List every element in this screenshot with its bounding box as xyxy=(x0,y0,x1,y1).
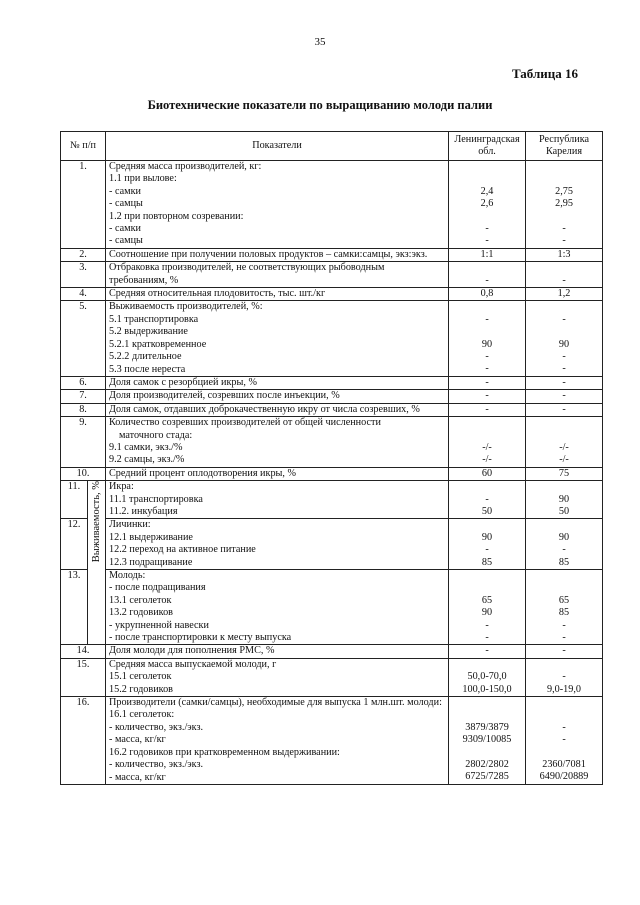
karelia-value-cell xyxy=(526,645,603,658)
karelia-value: - xyxy=(562,619,566,631)
indicator-text: - после транспортировки к месту выпуска xyxy=(109,632,292,644)
leningrad-value-cell xyxy=(449,301,526,376)
karelia-value: 2360/7081 xyxy=(542,759,586,771)
leningrad-value-cell xyxy=(449,697,526,785)
indicator-text: - самцы xyxy=(109,235,143,247)
karelia-value xyxy=(529,211,599,223)
karelia-value xyxy=(529,570,599,582)
indicator-text: - самцы xyxy=(109,198,143,210)
karelia-value xyxy=(529,709,599,721)
leningrad-value: - xyxy=(485,274,489,286)
indicator-text: - укрупненной навески xyxy=(109,619,209,631)
karelia-value: 2,75 xyxy=(555,185,573,197)
karelia-value-cell xyxy=(526,658,603,696)
karelia-value-cell xyxy=(526,481,603,519)
karelia-value: - xyxy=(562,645,566,657)
karelia-value: -/- xyxy=(559,454,569,466)
karelia-value-cell xyxy=(526,519,603,570)
table-row xyxy=(61,248,603,261)
leningrad-value: -/- xyxy=(482,441,492,453)
indicator-text: 9.1 самки, экз./% xyxy=(109,441,183,453)
karelia-value: - xyxy=(562,376,566,388)
karelia-value xyxy=(529,301,599,313)
leningrad-value xyxy=(452,697,522,709)
karelia-value: - xyxy=(562,734,566,746)
row-number: 7. xyxy=(61,390,106,403)
leningrad-value: 50,0-70,0 xyxy=(467,671,507,683)
karelia-value: - xyxy=(562,313,566,325)
leningrad-value-cell xyxy=(449,262,526,288)
row-number: 3. xyxy=(61,262,106,288)
karelia-value: 85 xyxy=(558,607,570,619)
leningrad-value: 2802/2802 xyxy=(465,759,509,771)
row-number: 10. xyxy=(61,467,106,480)
indicator-text: Доля молоди для пополнения РМС, % xyxy=(109,645,275,657)
leningrad-value: 6725/7285 xyxy=(465,771,509,783)
indicator-text-cell xyxy=(106,519,449,570)
karelia-value: - xyxy=(562,390,566,402)
indicator-text-cell xyxy=(106,417,449,468)
leningrad-value xyxy=(452,709,522,721)
indicator-text: 15.1 сеголеток xyxy=(109,671,172,683)
leningrad-value: 60 xyxy=(481,467,493,479)
leningrad-value: - xyxy=(485,363,489,375)
karelia-value: - xyxy=(562,222,566,234)
karelia-value: 50 xyxy=(558,505,570,517)
survival-side-label-cell xyxy=(88,481,106,645)
indicator-text: 1.1 при вылове: xyxy=(109,173,177,185)
row-number: 2. xyxy=(61,248,106,261)
indicator-text: Молодь: xyxy=(109,570,146,581)
row-number: 14. xyxy=(61,645,106,658)
karelia-value-cell xyxy=(526,376,603,389)
leningrad-value-cell xyxy=(449,376,526,389)
indicator-text-cell xyxy=(106,658,449,696)
leningrad-value-cell xyxy=(449,248,526,261)
karelia-value xyxy=(529,430,599,442)
table-row xyxy=(61,301,603,376)
leningrad-value xyxy=(452,659,522,671)
karelia-value xyxy=(529,519,599,531)
karelia-value xyxy=(529,659,599,671)
indicator-text-cell xyxy=(106,403,449,416)
table-row xyxy=(61,403,603,416)
karelia-value: 90 xyxy=(558,531,570,543)
page-number: 35 xyxy=(314,36,326,48)
karelia-value: - xyxy=(562,721,566,733)
karelia-value: - xyxy=(562,235,566,247)
karelia-value: - xyxy=(562,351,566,363)
leningrad-value xyxy=(452,211,522,223)
indicator-text-cell xyxy=(106,697,449,785)
leningrad-value-cell xyxy=(449,417,526,468)
indicator-text: 5.1 транспортировка xyxy=(109,313,199,325)
karelia-value-cell xyxy=(526,301,603,376)
indicator-text: 11.2. инкубация xyxy=(109,505,178,517)
karelia-value-cell xyxy=(526,288,603,301)
karelia-value: 75 xyxy=(558,467,570,479)
leningrad-value: - xyxy=(485,222,489,234)
indicator-text: 1.2 при повторном созревании: xyxy=(109,210,244,222)
indicator-text: Доля самок с резорбцией икры, % xyxy=(109,376,257,388)
leningrad-value xyxy=(452,519,522,531)
karelia-value-cell xyxy=(526,467,603,480)
karelia-value-cell xyxy=(526,248,603,261)
karelia-value-cell xyxy=(526,390,603,403)
indicator-text: Средняя масса выпускаемой молоди, г xyxy=(109,658,277,670)
leningrad-value: 2,6 xyxy=(480,198,494,210)
row-number: 11. xyxy=(61,481,88,519)
karelia-value: 2,95 xyxy=(555,198,573,210)
leningrad-value: 85 xyxy=(481,556,493,568)
karelia-value xyxy=(529,326,599,338)
leningrad-value: 3879/3879 xyxy=(465,721,509,733)
indicator-text-cell xyxy=(106,161,449,249)
indicator-text: - масса, кг/кг xyxy=(109,771,166,783)
indicator-text: - самки xyxy=(109,223,141,235)
karelia-value: -/- xyxy=(559,441,569,453)
header-no: № п/п xyxy=(61,132,106,161)
leningrad-value-cell xyxy=(449,403,526,416)
karelia-value-cell xyxy=(526,417,603,468)
indicator-text-cell xyxy=(106,301,449,376)
karelia-value xyxy=(529,481,599,493)
row-number: 6. xyxy=(61,376,106,389)
leningrad-value: - xyxy=(485,493,489,505)
indicator-text: - масса, кг/кг xyxy=(109,734,166,746)
indicator-text-cell xyxy=(106,376,449,389)
leningrad-value xyxy=(452,430,522,442)
leningrad-value: 2,4 xyxy=(480,185,494,197)
table-row xyxy=(61,481,603,519)
leningrad-value: - xyxy=(485,403,489,415)
table-header-row xyxy=(61,132,603,161)
karelia-value xyxy=(529,417,599,429)
karelia-value: 90 xyxy=(558,493,570,505)
table-row xyxy=(61,570,603,645)
indicator-text: Личинки: xyxy=(109,519,151,531)
indicator-text-cell xyxy=(106,248,449,261)
leningrad-value: - xyxy=(485,544,489,556)
biotechnical-indicators-table xyxy=(60,131,603,785)
karelia-value: 1,2 xyxy=(557,288,571,300)
table-row xyxy=(61,467,603,480)
leningrad-value: 100,0-150,0 xyxy=(462,683,512,695)
leningrad-value: - xyxy=(485,313,489,325)
table-row xyxy=(61,288,603,301)
leningrad-value xyxy=(452,747,522,759)
row-number: 8. xyxy=(61,403,106,416)
leningrad-value xyxy=(452,570,522,582)
row-number: 15. xyxy=(61,658,106,696)
leningrad-value: - xyxy=(485,645,489,657)
karelia-value: - xyxy=(562,363,566,375)
indicator-text: маточного стада: xyxy=(119,429,193,441)
karelia-value xyxy=(529,697,599,709)
row-number: 9. xyxy=(61,417,106,468)
indicator-text: 16.1 сеголеток: xyxy=(109,709,175,721)
row-number: 4. xyxy=(61,288,106,301)
karelia-value: 65 xyxy=(558,594,570,606)
leningrad-value xyxy=(452,417,522,429)
karelia-value xyxy=(529,161,599,173)
indicator-text: 15.2 годовиков xyxy=(109,683,173,695)
karelia-value xyxy=(529,747,599,759)
leningrad-value: 9309/10085 xyxy=(462,734,512,746)
leningrad-value: - xyxy=(485,390,489,402)
leningrad-value xyxy=(452,481,522,493)
header-leningrad: Ленинградская обл. xyxy=(449,132,526,161)
indicator-text: - после подращивания xyxy=(109,582,206,594)
leningrad-value xyxy=(452,326,522,338)
leningrad-value: -/- xyxy=(482,454,492,466)
indicator-text-cell xyxy=(106,288,449,301)
row-number: 13. xyxy=(61,570,88,645)
leningrad-value: - xyxy=(485,351,489,363)
leningrad-value: 50 xyxy=(481,505,493,517)
table-row xyxy=(61,697,603,785)
leningrad-value xyxy=(452,161,522,173)
indicator-text: 13.1 сеголеток xyxy=(109,594,172,606)
indicator-text: 5.2 выдерживание xyxy=(109,326,188,338)
leningrad-value-cell xyxy=(449,390,526,403)
karelia-value xyxy=(529,582,599,594)
indicator-text: Выживаемость производителей, %: xyxy=(109,301,263,313)
indicator-text: Доля самок, отдавших доброкачественную икру от числа созревших, % xyxy=(109,403,420,415)
indicator-text: 5.3 после нереста xyxy=(109,363,186,375)
karelia-value: - xyxy=(562,632,566,643)
row-number: 5. xyxy=(61,301,106,376)
karelia-value-cell xyxy=(526,161,603,249)
table-row xyxy=(61,262,603,288)
karelia-value: 6490/20889 xyxy=(539,771,589,783)
karelia-value: - xyxy=(562,671,566,683)
karelia-value: - xyxy=(562,403,566,415)
table-row xyxy=(61,161,603,249)
indicator-text: Икра: xyxy=(109,481,134,493)
leningrad-value-cell xyxy=(449,161,526,249)
karelia-value: 9,0-19,0 xyxy=(547,683,581,695)
header-karelia: Республика Карелия xyxy=(526,132,603,161)
indicator-text: Производители (самки/самцы), необходимые для выпуска 1 млн.шт. молоди: xyxy=(109,697,442,709)
indicator-text: 12.1 выдерживание xyxy=(109,531,193,543)
table-row xyxy=(61,390,603,403)
leningrad-value: - xyxy=(485,632,489,643)
indicator-text: Количество созревших производителей от общей численности xyxy=(109,417,381,429)
indicator-text: Доля производителей, созревших после инъекции, % xyxy=(109,390,340,402)
leningrad-value: - xyxy=(485,235,489,247)
table-row xyxy=(61,658,603,696)
indicator-text: 11.1 транспортировка xyxy=(109,493,203,505)
indicator-text: 5.2.1 кратковременное xyxy=(109,338,207,350)
indicator-text: Средняя относительная плодовитость, тыс. шт./кг xyxy=(109,288,326,300)
table-row xyxy=(61,519,603,570)
indicator-text: Соотношение при получении половых продуктов – самки:самцы, экз:экз. xyxy=(109,248,428,260)
indicator-text-cell xyxy=(106,645,449,658)
leningrad-value: 90 xyxy=(481,531,493,543)
indicator-text: - количество, экз./экз. xyxy=(109,759,204,771)
karelia-value-cell xyxy=(526,262,603,288)
leningrad-value-cell xyxy=(449,467,526,480)
row-number: 1. xyxy=(61,161,106,249)
leningrad-value: - xyxy=(485,619,489,631)
indicator-text: 5.2.2 длительное xyxy=(109,351,182,363)
leningrad-value: 90 xyxy=(481,607,493,619)
indicator-text: 13.2 годовиков xyxy=(109,607,173,619)
indicator-text-cell xyxy=(106,390,449,403)
leningrad-value: 90 xyxy=(481,338,493,350)
karelia-value: 1:3 xyxy=(557,248,571,260)
table-row xyxy=(61,645,603,658)
indicator-text: - самки xyxy=(109,185,141,197)
row-number: 12. xyxy=(61,519,88,570)
table-body xyxy=(61,161,603,785)
karelia-value: - xyxy=(562,274,566,286)
indicator-text: Отбраковка производителей, не соответствующих рыбоводным требованиям, % xyxy=(109,262,385,286)
table-title: Биотехнические показатели по выращиванию молоди палии xyxy=(147,98,493,112)
karelia-value xyxy=(529,173,599,185)
leningrad-value-cell xyxy=(449,570,526,645)
karelia-value-cell xyxy=(526,697,603,785)
karelia-value: 85 xyxy=(558,556,570,568)
leningrad-value-cell xyxy=(449,645,526,658)
table-row xyxy=(61,376,603,389)
indicator-text-cell xyxy=(106,467,449,480)
leningrad-value-cell xyxy=(449,481,526,519)
leningrad-value xyxy=(452,582,522,594)
indicator-text-cell xyxy=(106,262,449,288)
leningrad-value: 0,8 xyxy=(480,288,494,300)
leningrad-value-cell xyxy=(449,288,526,301)
indicator-text: 16.2 годовиков при кратковременном выдерживании: xyxy=(109,746,340,758)
header-indicators: Показатели xyxy=(106,132,449,161)
leningrad-value-cell xyxy=(449,519,526,570)
karelia-value: - xyxy=(562,544,566,556)
leningrad-value xyxy=(452,173,522,185)
row-number: 16. xyxy=(61,697,106,785)
indicator-text: 9.2 самцы, экз./% xyxy=(109,454,185,466)
leningrad-value: 1:1 xyxy=(480,248,494,260)
indicator-text: Средняя масса производителей, кг: xyxy=(109,161,262,172)
indicator-text: Средний процент оплодотворения икры, % xyxy=(109,467,296,479)
table-row xyxy=(61,417,603,468)
karelia-value-cell xyxy=(526,570,603,645)
indicator-text-cell xyxy=(106,570,449,645)
indicator-text-cell xyxy=(106,481,449,519)
leningrad-value: 65 xyxy=(481,594,493,606)
indicator-text: 12.2 переход на активное питание xyxy=(109,544,256,556)
survival-side-label: Выживаемость, % xyxy=(91,481,102,563)
karelia-value-cell xyxy=(526,403,603,416)
leningrad-value-cell xyxy=(449,658,526,696)
karelia-value: 90 xyxy=(558,338,570,350)
indicator-text: - количество, экз./экз. xyxy=(109,721,204,733)
leningrad-value xyxy=(452,301,522,313)
leningrad-value: - xyxy=(485,376,489,388)
table-label: Таблица 16 xyxy=(511,66,578,81)
indicator-text: 12.3 подращивание xyxy=(109,556,193,568)
